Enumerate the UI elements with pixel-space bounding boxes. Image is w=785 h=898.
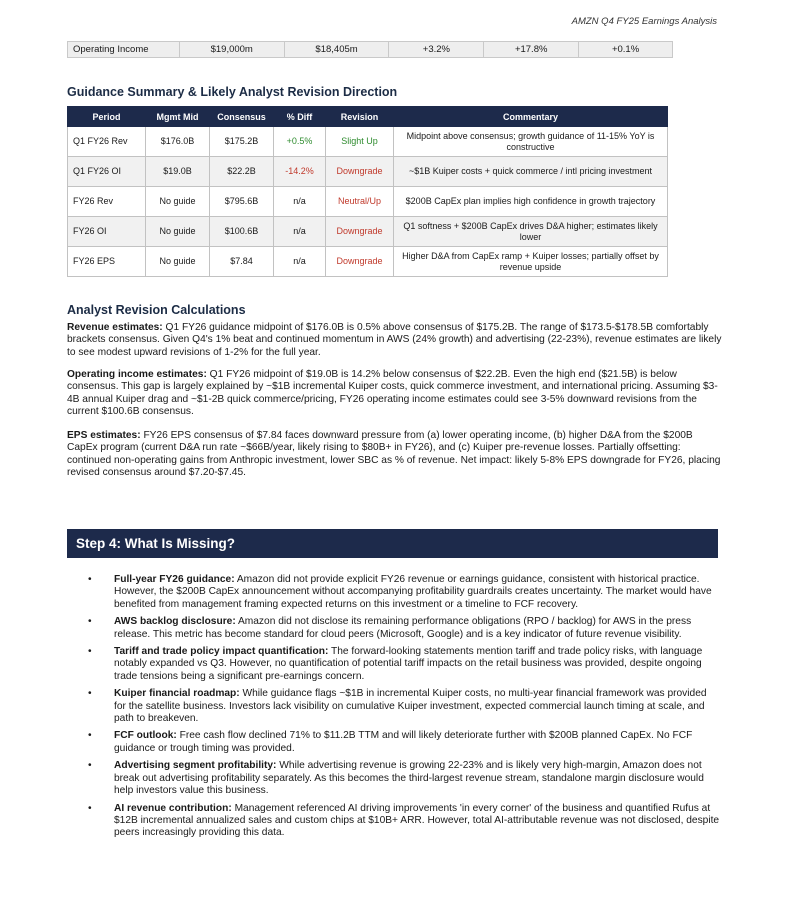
opinc-estimates-text: Q1 FY26 midpoint of $19.0B is 14.2% below consensus of $22.2B. Even the high end ($21.5B) is below consensus. This gap is largely explained by ~$1B incremental Kuiper costs, quick commerce investment, and international pricing. Assuming $3-4B annual Kuiper drag and ~$1-2B quick commerce/pricing, FY26 operating income estimates could see 3-5% downward revisions from the current $100.6B consensus. — [67, 369, 718, 418]
revision-calc-heading: Analyst Revision Calculations — [67, 303, 246, 317]
cell-commentary: Higher D&A from CapEx ramp + Kuiper losses; partially offset by revenue upside — [394, 247, 668, 277]
cell-commentary: Q1 softness + $200B CapEx drives D&A higher; estimates likely lower — [394, 217, 668, 247]
cell-diff: n/a — [274, 217, 326, 247]
cell-revision: Neutral/Up — [326, 187, 394, 217]
actual-value: $19,000m — [179, 42, 284, 58]
cell-consensus: $795.6B — [210, 187, 274, 217]
bullet-icon: • — [88, 646, 92, 658]
list-item-text: The forward-looking statements mention tariff and trade policy risks, with language notably expanded vs Q3. However, no quantification of potential tariff impacts on the retail business was provided, despite ongoing trade tensions being a significant pre-earnings concern. — [114, 646, 703, 682]
table-row — [68, 247, 668, 277]
list-item-text: Amazon did not provide explicit FY26 revenue or earnings guidance, consistent with historical practice. However, the $200B CapEx announcement without accompanying profitability guardrails creates uncertainty. The market would have benefited from management framing expected returns on this investment or a timeline to FCF recovery. — [114, 574, 712, 610]
revenue-estimates-text: Q1 FY26 guidance midpoint of $176.0B is 0.5% above consensus of $175.2B. The range of $173.5-$178.5B comfortably brackets consensus. Given Q4's 1% beat and continued momentum in AWS (24% growth) and advertising (22-23%), revenue estimates are likely to see modest upward revisions of 1-2% for the full year. — [67, 322, 722, 358]
yoy-pct: +17.8% — [484, 42, 579, 58]
bullet-icon: • — [88, 616, 92, 628]
cell-period: Q1 FY26 OI — [68, 157, 146, 187]
cell-commentary: $200B CapEx plan implies high confidence in growth trajectory — [394, 187, 668, 217]
list-item — [88, 688, 720, 725]
eps-estimates-text: FY26 EPS consensus of $7.84 faces downward pressure from (a) lower operating income, (b) higher D&A from the $200B CapEx program (current D&A run rate ~$66B/year, likely rising to $80B+ in FY26), and (c) Kuiper pre-revenue losses. Partially offsetting: continued non-operating gains from Anthropic investment, lower SBC as % of revenue. Net impact: likely 5-8% EPS downgrade for FY26, placing revised consensus around $7.20-$7.45. — [67, 430, 721, 479]
list-item — [88, 730, 720, 755]
cell-diff: n/a — [274, 247, 326, 277]
cell-revision: Slight Up — [326, 127, 394, 157]
table-row — [68, 127, 668, 157]
cell-revision: Downgrade — [326, 157, 394, 187]
cell-mgmt-mid: $176.0B — [146, 127, 210, 157]
column-header-mgmt-mid: Mgmt Mid — [146, 107, 210, 127]
cell-period: FY26 OI — [68, 217, 146, 247]
cell-consensus: $175.2B — [210, 127, 274, 157]
list-item-text: Amazon did not disclose its remaining performance obligations (RPO / backlog) for AWS in the press release. This metric has become standard for cloud peers (Microsoft, Google) and is a key indicator of future revenue visibility. — [114, 616, 692, 640]
list-item-text: Management referenced AI driving improvements 'in every corner' of the business and quantified Rufus at $12B incremental annualized sales and custom chips at $10B+ ARR. However, total AI-attributable revenue was not disclosed, despite peers increasingly providing this data. — [114, 802, 720, 839]
list-item-label: FCF outlook: — [114, 730, 177, 742]
revenue-estimates-label: Revenue estimates: — [67, 322, 163, 333]
bullet-icon: • — [88, 730, 92, 742]
list-item — [88, 646, 720, 683]
cell-diff: n/a — [274, 187, 326, 217]
opinc-estimates-label: Operating income estimates: — [67, 369, 207, 380]
column-header-period: Period — [68, 107, 146, 127]
list-item-label: Tariff and trade policy impact quantification: — [114, 646, 329, 658]
step4-heading-bar: Step 4: What Is Missing? — [67, 529, 718, 558]
opinc-estimates-paragraph — [67, 369, 723, 419]
cell-diff: +0.5% — [274, 127, 326, 157]
column-header-revision: Revision — [326, 107, 394, 127]
list-item-label: AI revenue contribution: — [114, 802, 232, 814]
estimate-value: $18,405m — [284, 42, 389, 58]
cell-revision: Downgrade — [326, 217, 394, 247]
cell-consensus: $7.84 — [210, 247, 274, 277]
cell-consensus: $22.2B — [210, 157, 274, 187]
cell-commentary: ~$1B Kuiper costs + quick commerce / intl pricing investment — [394, 157, 668, 187]
list-item-text: While guidance flags ~$1B in incremental Kuiper costs, no multi-year financial framework was provided for the satellite business. Investors lack visibility on cumulative Kuiper investment, expected commercial launch timing at scale, and path to breakeven. — [114, 688, 707, 725]
list-item — [88, 803, 720, 840]
bullet-icon: • — [88, 760, 92, 772]
bullet-icon: • — [88, 688, 92, 700]
table-row — [68, 42, 673, 58]
revenue-estimates-paragraph — [67, 322, 723, 359]
document-header-title: AMZN Q4 FY25 Earnings Analysis — [571, 16, 717, 27]
table-row — [68, 187, 668, 217]
list-item-text: Free cash flow declined 71% to $11.2B TTM and will likely deteriorate further with $200B planned CapEx. No FCF guidance or trough timing was provided. — [114, 730, 693, 754]
column-header-consensus: Consensus — [210, 107, 274, 127]
list-item-label: Full-year FY26 guidance: — [114, 574, 235, 585]
cell-period: FY26 Rev — [68, 187, 146, 217]
cell-period: Q1 FY26 Rev — [68, 127, 146, 157]
column-header-diff: % Diff — [274, 107, 326, 127]
cell-mgmt-mid: $19.0B — [146, 157, 210, 187]
operating-income-row-table — [67, 41, 673, 58]
cell-commentary: Midpoint above consensus; growth guidance of 11-15% YoY is constructive — [394, 127, 668, 157]
margin-change: +0.1% — [579, 42, 673, 58]
list-item-label: Kuiper financial roadmap: — [114, 688, 240, 700]
cell-consensus: $100.6B — [210, 217, 274, 247]
missing-items-list — [88, 574, 720, 845]
cell-mgmt-mid: No guide — [146, 247, 210, 277]
list-item — [88, 760, 720, 797]
cell-mgmt-mid: No guide — [146, 187, 210, 217]
cell-mgmt-mid: No guide — [146, 217, 210, 247]
eps-estimates-label: EPS estimates: — [67, 430, 141, 441]
column-header-commentary: Commentary — [394, 107, 668, 127]
table-row — [68, 217, 668, 247]
cell-diff: -14.2% — [274, 157, 326, 187]
guidance-section-heading: Guidance Summary & Likely Analyst Revision Direction — [67, 85, 398, 99]
guidance-table — [67, 106, 668, 277]
beat-pct: +3.2% — [389, 42, 484, 58]
metric-label: Operating Income — [68, 42, 180, 58]
bullet-icon: • — [88, 574, 92, 585]
list-item-label: AWS backlog disclosure: — [114, 616, 236, 628]
eps-estimates-paragraph — [67, 430, 723, 480]
list-item-label: Advertising segment profitability: — [114, 760, 277, 772]
cell-period: FY26 EPS — [68, 247, 146, 277]
list-item-text: While advertising revenue is growing 22-23% and is likely very high-margin, Amazon does not break out advertising profitability separately. As this becomes the third-largest revenue stream, standalone margin disclosure would help investors value this business. — [114, 760, 704, 797]
table-header-row — [68, 107, 668, 127]
cell-revision: Downgrade — [326, 247, 394, 277]
list-item — [88, 574, 720, 611]
list-item — [88, 616, 720, 641]
table-row — [68, 157, 668, 187]
bullet-icon: • — [88, 802, 92, 814]
